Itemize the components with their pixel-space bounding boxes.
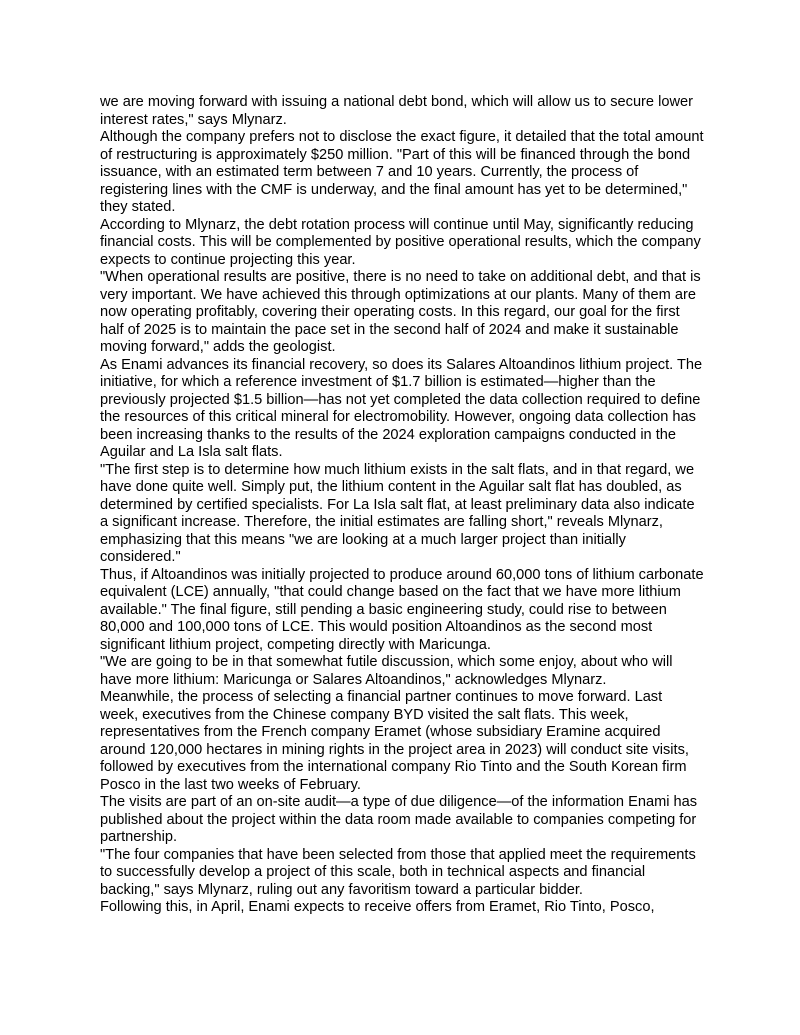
paragraph: "When operational results are positive, there is no need to take on additional debt, and that is very important. We have achieved this through optimizations at our plants. Many of them are now operating profitably, covering their operating costs. In this regard, our goal for the first half of 2025 is to maintain the pace set in the second half of 2024 and make it sustainable moving forward," adds the geologist. xyxy=(100,269,701,355)
paragraph: According to Mlynarz, the debt rotation process will continue until May, significantly reducing financial costs. This will be complemented by positive operational results, which the company expects to continue projecting this year. xyxy=(100,216,701,268)
document-page xyxy=(100,94,704,917)
paragraph: we are moving forward with issuing a national debt bond, which will allow us to secure lower interest rates," says Mlynarz. xyxy=(100,94,693,128)
paragraph: Meanwhile, the process of selecting a financial partner continues to move forward. Last week, executives from the Chinese company BYD visited the salt flats. This week, representatives from the French company Eramet (whose subsidiary Eramine acquired around 120,000 hectares in mining rights in the project area in 2023) will conduct site visits, followed by executives from the international company Rio Tinto and the South Korean firm Posco in the last two weeks of February. xyxy=(100,689,689,793)
paragraph: Thus, if Altoandinos was initially projected to produce around 60,000 tons of lithium carbonate equivalent (LCE) annually, "that could change based on the fact that we have more lithium available." The final figure, still pending a basic engineering study, could rise to between 80,000 and 100,000 tons of LCE. This would position Altoandinos as the second most significant lithium project, competing directly with Maricunga. xyxy=(100,566,704,653)
paragraph: The visits are part of an on-site audit—a type of due diligence—of the information Enami has published about the project within the data room made available to companies competing for partnership. xyxy=(100,794,698,845)
paragraph: Although the company prefers not to disclose the exact figure, it detailed that the total amount of restructuring is approximately $250 million. "Part of this will be financed through the bond issuance, with an estimated term between 7 and 10 years. Currently, the process of registering lines with the CMF is underway, and the final amount has yet to be determined," they stated. xyxy=(100,129,704,215)
paragraph: "The first step is to determine how much lithium exists in the salt flats, and in that regard, we have done quite well. Simply put, the lithium content in the Aguilar salt flat has doubled, as determined by certified specialists. For La Isla salt flat, at least preliminary data also indicate a significant increase. Therefore, the initial estimates are falling short," reveals Mlynarz, emphasizing that this means "we are looking at a much larger project than initially considered." xyxy=(100,461,695,565)
paragraph: As Enami advances its financial recovery, so does its Salares Altoandinos lithium project. The initiative, for which a reference investment of $1.7 billion is estimated—higher than the previously projected $1.5 billion—has not yet completed the data collection required to define the resources of this critical mineral for electromobility. However, ongoing data collection has been increasing thanks to the results of the 2024 exploration campaigns conducted in the Aguilar and La Isla salt flats. xyxy=(100,356,703,460)
paragraph: "The four companies that have been selected from those that applied meet the requirements to successfully develop a project of this scale, both in technical aspects and financial backing," says Mlynarz, ruling out any favoritism toward a particular bidder. xyxy=(100,846,696,898)
paragraph: "We are going to be in that somewhat futile discussion, which some enjoy, about who will have more lithium: Maricunga or Salares Altoandinos," acknowledges Mlynarz. xyxy=(100,654,673,688)
paragraph: Following this, in April, Enami expects to receive offers from Eramet, Rio Tinto, Posco, xyxy=(100,899,655,915)
